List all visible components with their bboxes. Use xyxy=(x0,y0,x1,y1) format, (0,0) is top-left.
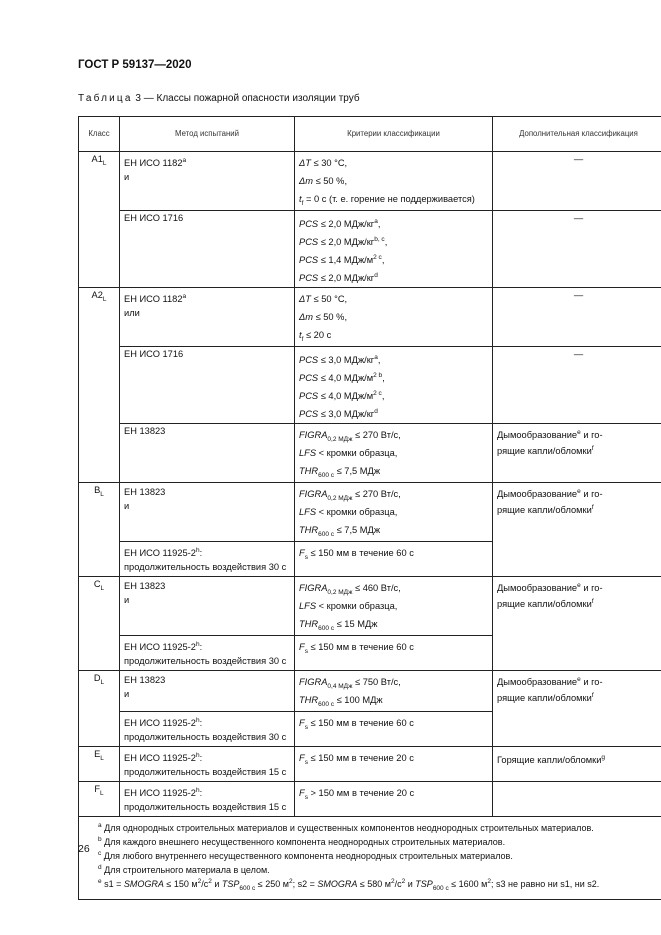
criteria-cell: $FIGRA_{0,2 МДж} \le 460$ Вт/с, LFS < кромки образца, $THR_{600 с} \le 15$ МДж xyxy=(295,577,493,636)
method-cell: ЕН ИСО 1182$^a$ и xyxy=(120,152,295,211)
criteria-cell: PCS ≤ 2,0 МДж/$кг^a$, PCS ≤ 2,0 МДж/кг$^{b, c}$, PCS ≤ 1,4 МДж/$м^{2 c}$, PCS ≤ 2,0 МДж/$кг^d$ xyxy=(295,211,493,288)
extra-cell: Дымообразование$^e$ и го- рящие капли/обломки$^f$ xyxy=(493,671,661,747)
extra-cell xyxy=(493,782,661,817)
criteria-cell: $FIGRA_{0,4 МДж} \le 750$ Вт/с, $THR_{600 с} \le 100$ МДж xyxy=(295,671,493,712)
table-row-b-13823 xyxy=(79,483,661,542)
method-cell: ЕН 13823 xyxy=(120,424,295,483)
table-row-a2-1182 xyxy=(79,288,661,347)
class-a2: $A2_L$ xyxy=(79,288,120,483)
method-cell: ЕН ИСО 11925-2$^h$: продолжительность воздействия 15 с xyxy=(120,782,295,817)
method-cell: ЕН 13823 и xyxy=(120,671,295,712)
class-a1: $A1_L$ xyxy=(79,152,120,288)
criteria-cell: ΔT ≤ 30 °С, Δm ≤ 50 %, $t_f = 0$ с (т. е. горение не поддерживается) xyxy=(295,152,493,211)
table-header-row xyxy=(79,117,661,152)
criteria-cell: $FIGRA_{0,2 МДж} \le 270$ Вт/с, LFS < кромки образца, $THR_{600 с} \le 7,5$ МДж xyxy=(295,424,493,483)
class-c: $C_L$ xyxy=(79,577,120,671)
header-method: Метод испытаний xyxy=(120,117,295,152)
header-criteria: Критерии классификации xyxy=(295,117,493,152)
table-row-a2-13823 xyxy=(79,424,661,483)
criteria-cell: $F_s \le 150$ мм в течение 60 с xyxy=(295,636,493,671)
note-c: $^c$ Для любого внутреннего несущественного компонента неоднородных строительных материалов. xyxy=(98,850,513,862)
page-number: 26 xyxy=(78,843,90,855)
header-extra: Дополнительная классификация xyxy=(493,117,661,152)
note-d: $^d$ Для строительного материала в целом. xyxy=(98,864,270,876)
method-cell: ЕН ИСО 11925-2$^h$: продолжительность воздействия 30 с xyxy=(120,712,295,747)
criteria-cell: $FIGRA_{0,2 МДж} \le 270$ Вт/с, LFS < кромки образца, $THR_{600 с} \le 7,5$ МДж xyxy=(295,483,493,542)
table-row-a1-1182 xyxy=(79,152,661,211)
extra-cell: Дымообразование$^e$ и го- рящие капли/обломки$^f$ xyxy=(493,483,661,577)
table-caption xyxy=(78,93,360,104)
class-d: $D_L$ xyxy=(79,671,120,747)
table-row-f xyxy=(79,782,661,817)
criteria-cell: $F_s \le 150$ мм в течение 20 с xyxy=(295,747,493,782)
extra-cell: Дымообразование$^e$ и го- рящие капли/обломки$^f$ xyxy=(493,577,661,671)
criteria-cell: PCS ≤ 3,0 МДж/$кг^a$, PCS ≤ 4,0 МДж/$м^{2 b}$, PCS ≤ 4,0 МДж/$м^{2 c}$, PCS ≤ 3,0 МДж/$кг^d$ xyxy=(295,347,493,424)
method-cell: ЕН 13823 и xyxy=(120,577,295,636)
table-row-d-13823 xyxy=(79,671,661,712)
method-cell: ЕН ИСО 1716 xyxy=(120,211,295,288)
extra-cell: — xyxy=(493,211,661,288)
extra-cell: Горящие капли/обломки$^g$ xyxy=(493,747,661,782)
method-cell: ЕН ИСО 1716 xyxy=(120,347,295,424)
method-cell: ЕН ИСО 11925-2$^h$: продолжительность воздействия 30 с xyxy=(120,542,295,577)
note-e: $^e$ s1 = SMOGRA ≤ 150 $м^2/с^2$ и $TSP_{600 с} \le 250$ $м^2$; s2 = SMOGRA ≤ 580 $м^2/с^2$ и $TSP_{600 с} \le 1600$ $м^2$; s3 не равно ни s1, ни s2. xyxy=(98,878,600,893)
method-cell: ЕН ИСО 11925-2$^h$: продолжительность воздействия 30 с xyxy=(120,636,295,671)
header-class: Класс xyxy=(79,117,120,152)
extra-cell: — xyxy=(493,152,661,211)
table-notes-row xyxy=(79,817,661,900)
method-cell: ЕН ИСО 11925-2$^h$: продолжительность воздействия 15 с xyxy=(120,747,295,782)
class-b: $B_L$ xyxy=(79,483,120,577)
extra-cell: Дымообразование$^e$ и го- рящие капли/обломки$^f$ xyxy=(493,424,661,483)
criteria-cell: ΔT ≤ 50 °С, Δm ≤ 50 %, $t_f \le 20$ с xyxy=(295,288,493,347)
document-header: ГОСТ Р 59137—2020 xyxy=(78,59,192,71)
table-row-a1-1716 xyxy=(79,211,661,288)
table-row-c-13823 xyxy=(79,577,661,636)
table-notes xyxy=(79,817,661,900)
fire-class-table xyxy=(78,116,661,900)
method-cell: ЕН 13823 и xyxy=(120,483,295,542)
note-a: $^a$ Для однородных строительных материалов и существенных компонентов неоднородных строительных материалов. xyxy=(98,822,594,834)
table-caption-number: 3 xyxy=(135,93,141,104)
table-row-a2-1716 xyxy=(79,347,661,424)
table-row-e xyxy=(79,747,661,782)
note-b: $^b$ Для каждого внешнего несущественного компонента неоднородных строительных материалов. xyxy=(98,836,506,848)
class-f: $F_L$ xyxy=(79,782,120,817)
extra-cell: — xyxy=(493,347,661,424)
extra-cell: — xyxy=(493,288,661,347)
criteria-cell: $F_s > 150$ мм в течение 20 с xyxy=(295,782,493,817)
table-caption-word: Таблица xyxy=(78,93,133,104)
table-caption-title: — Классы пожарной опасности изоляции труб xyxy=(143,93,360,104)
criteria-cell: $F_s \le 150$ мм в течение 60 с xyxy=(295,542,493,577)
method-cell: ЕН ИСО 1182$^a$ или xyxy=(120,288,295,347)
criteria-cell: $F_s \le 150$ мм в течение 60 с xyxy=(295,712,493,747)
class-e: $E_L$ xyxy=(79,747,120,782)
